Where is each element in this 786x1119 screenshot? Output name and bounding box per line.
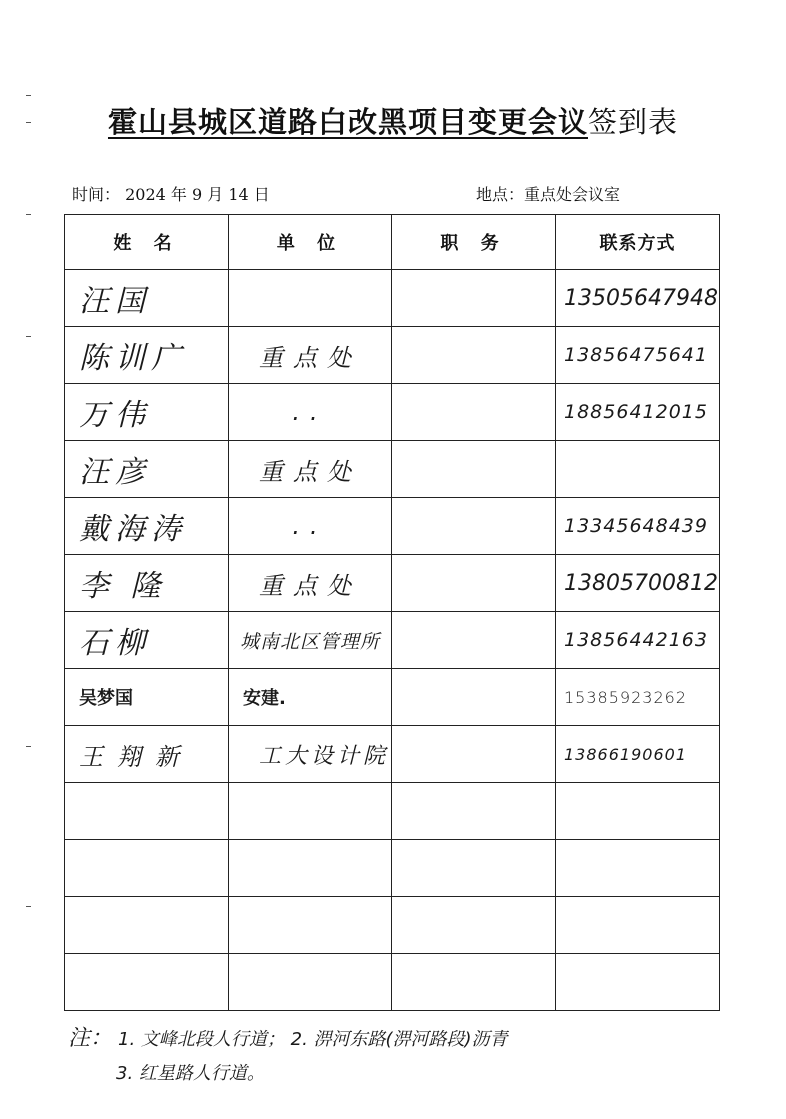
cell-position xyxy=(392,498,556,555)
signature-name: 李 隆 xyxy=(79,569,167,604)
table-row xyxy=(65,384,720,441)
cell-unit xyxy=(229,612,392,669)
cell-position xyxy=(392,669,556,726)
cell-name xyxy=(65,384,229,441)
title-main: 霍山县城区道路白改黑项目变更会议 xyxy=(107,105,588,139)
cell-unit xyxy=(229,441,392,498)
unit-text: 工大设计院 xyxy=(259,743,390,769)
cell-position xyxy=(392,783,556,840)
note-line-1-text: 1. 文峰北段人行道； 2. 淠河东路(淠河路段)沥青 xyxy=(118,1029,508,1050)
document-title xyxy=(0,100,786,141)
cell-contact xyxy=(556,897,720,954)
cell-contact xyxy=(556,498,720,555)
signature-name: 万伟 xyxy=(79,398,151,433)
table-row xyxy=(65,327,720,384)
cell-name xyxy=(65,498,229,555)
header-unit: 单 位 xyxy=(229,215,392,270)
header-position: 职 务 xyxy=(392,215,556,270)
cell-unit xyxy=(229,555,392,612)
table-row xyxy=(65,726,720,783)
attendance-table xyxy=(64,214,720,1011)
cell-position xyxy=(392,612,556,669)
signature-name: 汪国 xyxy=(79,284,151,319)
cell-position xyxy=(392,555,556,612)
cell-name xyxy=(65,612,229,669)
unit-text: 重点处 xyxy=(259,457,361,486)
title-tail: 签到表 xyxy=(588,105,679,139)
cell-name xyxy=(65,441,229,498)
unit-text: 重点处 xyxy=(259,571,361,600)
unit-text: .. xyxy=(292,512,328,540)
phone-text: 13856442163 xyxy=(564,629,708,651)
table-row xyxy=(65,897,720,954)
cell-position xyxy=(392,384,556,441)
cell-name xyxy=(65,783,229,840)
cell-position xyxy=(392,897,556,954)
table-row xyxy=(65,555,720,612)
table-row xyxy=(65,840,720,897)
time-label: 时间： xyxy=(72,185,121,204)
cell-position xyxy=(392,726,556,783)
table-row xyxy=(65,498,720,555)
header-name: 姓 名 xyxy=(65,215,229,270)
meeting-time xyxy=(72,182,270,205)
header-contact: 联系方式 xyxy=(556,215,720,270)
cell-unit xyxy=(229,954,392,1011)
phone-text: 13856475641 xyxy=(564,344,708,366)
scan-margin-mark xyxy=(26,906,31,907)
note-lead: 注： xyxy=(68,1026,113,1051)
note-line-2: 3. 红星路人行道。 xyxy=(116,1063,265,1084)
table-row xyxy=(65,954,720,1011)
cell-name xyxy=(65,669,229,726)
cell-name xyxy=(65,327,229,384)
cell-contact xyxy=(556,612,720,669)
cell-unit xyxy=(229,726,392,783)
table-header-row xyxy=(65,215,720,270)
scan-margin-mark xyxy=(26,336,31,337)
cell-name xyxy=(65,954,229,1011)
time-value: 2024 年 9 月 14 日 xyxy=(125,185,270,204)
cell-unit xyxy=(229,498,392,555)
place-value: 重点处会议室 xyxy=(524,185,621,204)
cell-contact xyxy=(556,840,720,897)
cell-unit xyxy=(229,327,392,384)
scan-margin-mark xyxy=(26,95,31,96)
cell-contact xyxy=(556,384,720,441)
cell-unit xyxy=(229,270,392,327)
note-line-1 xyxy=(68,1022,508,1057)
phone-text: 18856412015 xyxy=(564,401,708,423)
unit-text: 安建. xyxy=(243,688,286,709)
table-row xyxy=(65,270,720,327)
signature-name: 吴梦国 xyxy=(79,688,133,709)
cell-position xyxy=(392,840,556,897)
cell-unit xyxy=(229,669,392,726)
phone-text: 15385923262 xyxy=(564,687,687,707)
cell-name xyxy=(65,726,229,783)
signature-name: 石柳 xyxy=(79,626,151,661)
cell-contact xyxy=(556,726,720,783)
unit-text: 重点处 xyxy=(259,343,361,372)
table-row xyxy=(65,441,720,498)
signature-name: 戴海涛 xyxy=(79,512,187,547)
cell-unit xyxy=(229,384,392,441)
cell-position xyxy=(392,954,556,1011)
place-label: 地点： xyxy=(476,185,525,204)
cell-position xyxy=(392,270,556,327)
scan-margin-mark xyxy=(26,214,31,215)
phone-text: 13345648439 xyxy=(564,515,708,537)
cell-unit xyxy=(229,897,392,954)
table-row xyxy=(65,783,720,840)
cell-contact xyxy=(556,441,720,498)
cell-contact xyxy=(556,270,720,327)
cell-contact xyxy=(556,555,720,612)
phone-text: 13805700812 xyxy=(564,570,718,596)
handwritten-note xyxy=(68,1022,508,1091)
unit-text: .. xyxy=(292,398,328,426)
scan-margin-mark xyxy=(26,746,31,747)
signature-name: 王翔新 xyxy=(79,742,193,771)
cell-position xyxy=(392,441,556,498)
cell-name xyxy=(65,555,229,612)
cell-name xyxy=(65,840,229,897)
cell-contact xyxy=(556,327,720,384)
table-row xyxy=(65,612,720,669)
cell-position xyxy=(392,327,556,384)
unit-text: 城南北区管理所 xyxy=(239,630,380,653)
cell-name xyxy=(65,270,229,327)
signature-name: 陈训广 xyxy=(79,341,187,376)
cell-contact xyxy=(556,669,720,726)
meeting-place xyxy=(476,182,620,205)
cell-contact xyxy=(556,783,720,840)
cell-contact xyxy=(556,954,720,1011)
signature-name: 汪彦 xyxy=(79,455,151,490)
cell-name xyxy=(65,897,229,954)
phone-text: 13505647948 xyxy=(564,285,718,311)
scan-margin-mark xyxy=(26,122,31,123)
cell-unit xyxy=(229,840,392,897)
cell-unit xyxy=(229,783,392,840)
phone-text: 13866190601 xyxy=(564,744,687,764)
table-row xyxy=(65,669,720,726)
